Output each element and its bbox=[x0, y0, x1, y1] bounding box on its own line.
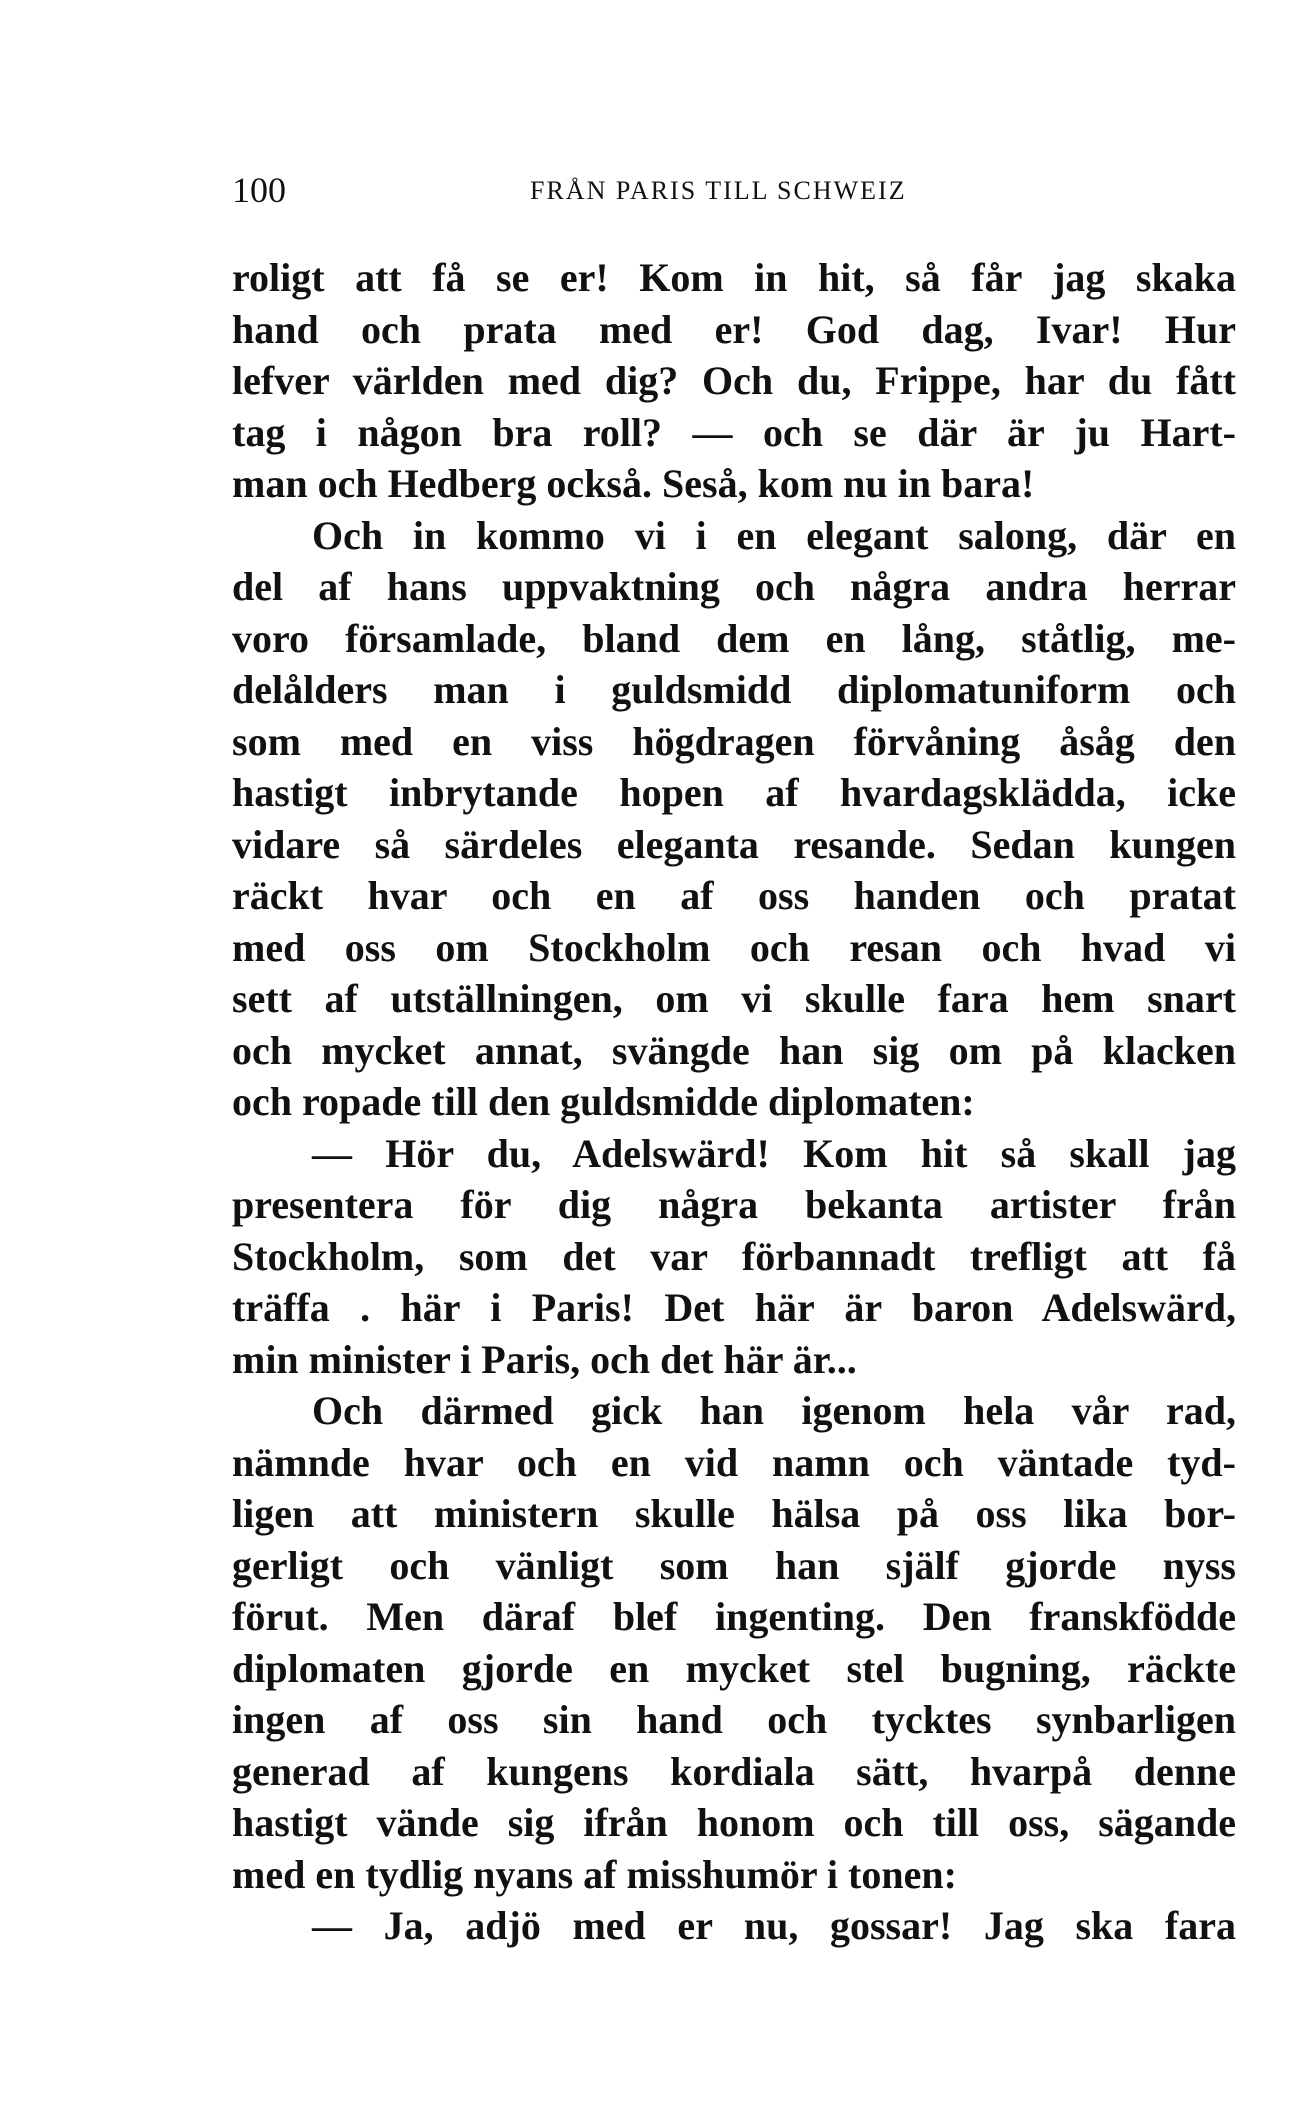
text-line: — Ja, adjö med er nu, gossar! Jag ska fara bbox=[312, 1903, 1236, 1948]
text-line: roligt att få se er! Kom in hit, så får jag skaka bbox=[232, 255, 1236, 300]
text-line: förut. Men däraf blef ingenting. Den franskfödde bbox=[232, 1594, 1236, 1639]
text-line: generad af kungens kordiala sätt, hvarpå denne bbox=[232, 1748, 1236, 1794]
text-line: och ropade till den guldsmidde diplomaten: bbox=[232, 1079, 975, 1124]
text-line: lefver världen med dig? Och du, Frippe, har du fått bbox=[232, 358, 1236, 403]
page-number: 100 bbox=[232, 170, 286, 210]
text-line: träffa . här i Paris! Det här är baron Adelswärd, bbox=[232, 1285, 1236, 1330]
text-line: voro församlade, bland dem en lång, ståtlig, me- bbox=[232, 615, 1236, 661]
text-line: diplomaten gjorde en mycket stel bugning, räckte bbox=[232, 1645, 1236, 1691]
text-line: Och därmed gick han igenom hela vår rad, bbox=[312, 1388, 1236, 1433]
text-line: ingen af oss sin hand och tycktes synbarligen bbox=[232, 1697, 1236, 1742]
text-line: man och Hedberg också. Seså, kom nu in bara! bbox=[232, 461, 1035, 506]
text-line: del af hans uppvaktning och några andra herrar bbox=[232, 564, 1236, 609]
text-line: Och in kommo vi i en elegant salong, där en bbox=[312, 512, 1236, 558]
text-line: Stockholm, som det var förbannadt trefligt att få bbox=[232, 1233, 1236, 1279]
text-line: gerligt och vänligt som han själf gjorde nyss bbox=[232, 1542, 1236, 1588]
text-line: hand och prata med er! God dag, Ivar! Hur bbox=[232, 306, 1236, 352]
text-line: med en tydlig nyans af misshumör i tonen: bbox=[232, 1851, 957, 1897]
text-line: hastigt vände sig ifrån honom och till oss, sägande bbox=[232, 1800, 1236, 1845]
text-line: delålders man i guldsmidd diplomatuniform och bbox=[232, 667, 1236, 712]
text-line: presentera för dig några bekanta artister från bbox=[232, 1182, 1236, 1227]
text-line: och mycket annat, svängde han sig om på klacken bbox=[232, 1027, 1236, 1073]
text-line: ligen att ministern skulle hälsa på oss lika bor- bbox=[232, 1491, 1236, 1536]
text-line: hastigt inbrytande hopen af hvardagsklädda, icke bbox=[232, 770, 1236, 815]
text-line: min minister i Paris, och det här är... bbox=[232, 1336, 857, 1382]
text-line: vidare så särdeles eleganta resande. Sedan kungen bbox=[232, 821, 1236, 867]
text-line: med oss om Stockholm och resan och hvad vi bbox=[232, 924, 1236, 970]
text-line: sett af utställningen, om vi skulle fara hem snart bbox=[232, 976, 1236, 1021]
text-line: som med en viss högdragen förvåning åsåg den bbox=[232, 718, 1236, 764]
body-text bbox=[232, 252, 1236, 1952]
text-line: — Hör du, Adelswärd! Kom hit så skall jag bbox=[312, 1130, 1236, 1176]
text-line: räckt hvar och en af oss handen och pratat bbox=[232, 873, 1236, 918]
text-line: nämnde hvar och en vid namn och väntade tyd- bbox=[232, 1439, 1236, 1485]
text-line: tag i någon bra roll? — och se där är ju Hart- bbox=[232, 409, 1236, 455]
running-title: FRÅN PARIS TILL SCHWEIZ bbox=[530, 176, 907, 205]
